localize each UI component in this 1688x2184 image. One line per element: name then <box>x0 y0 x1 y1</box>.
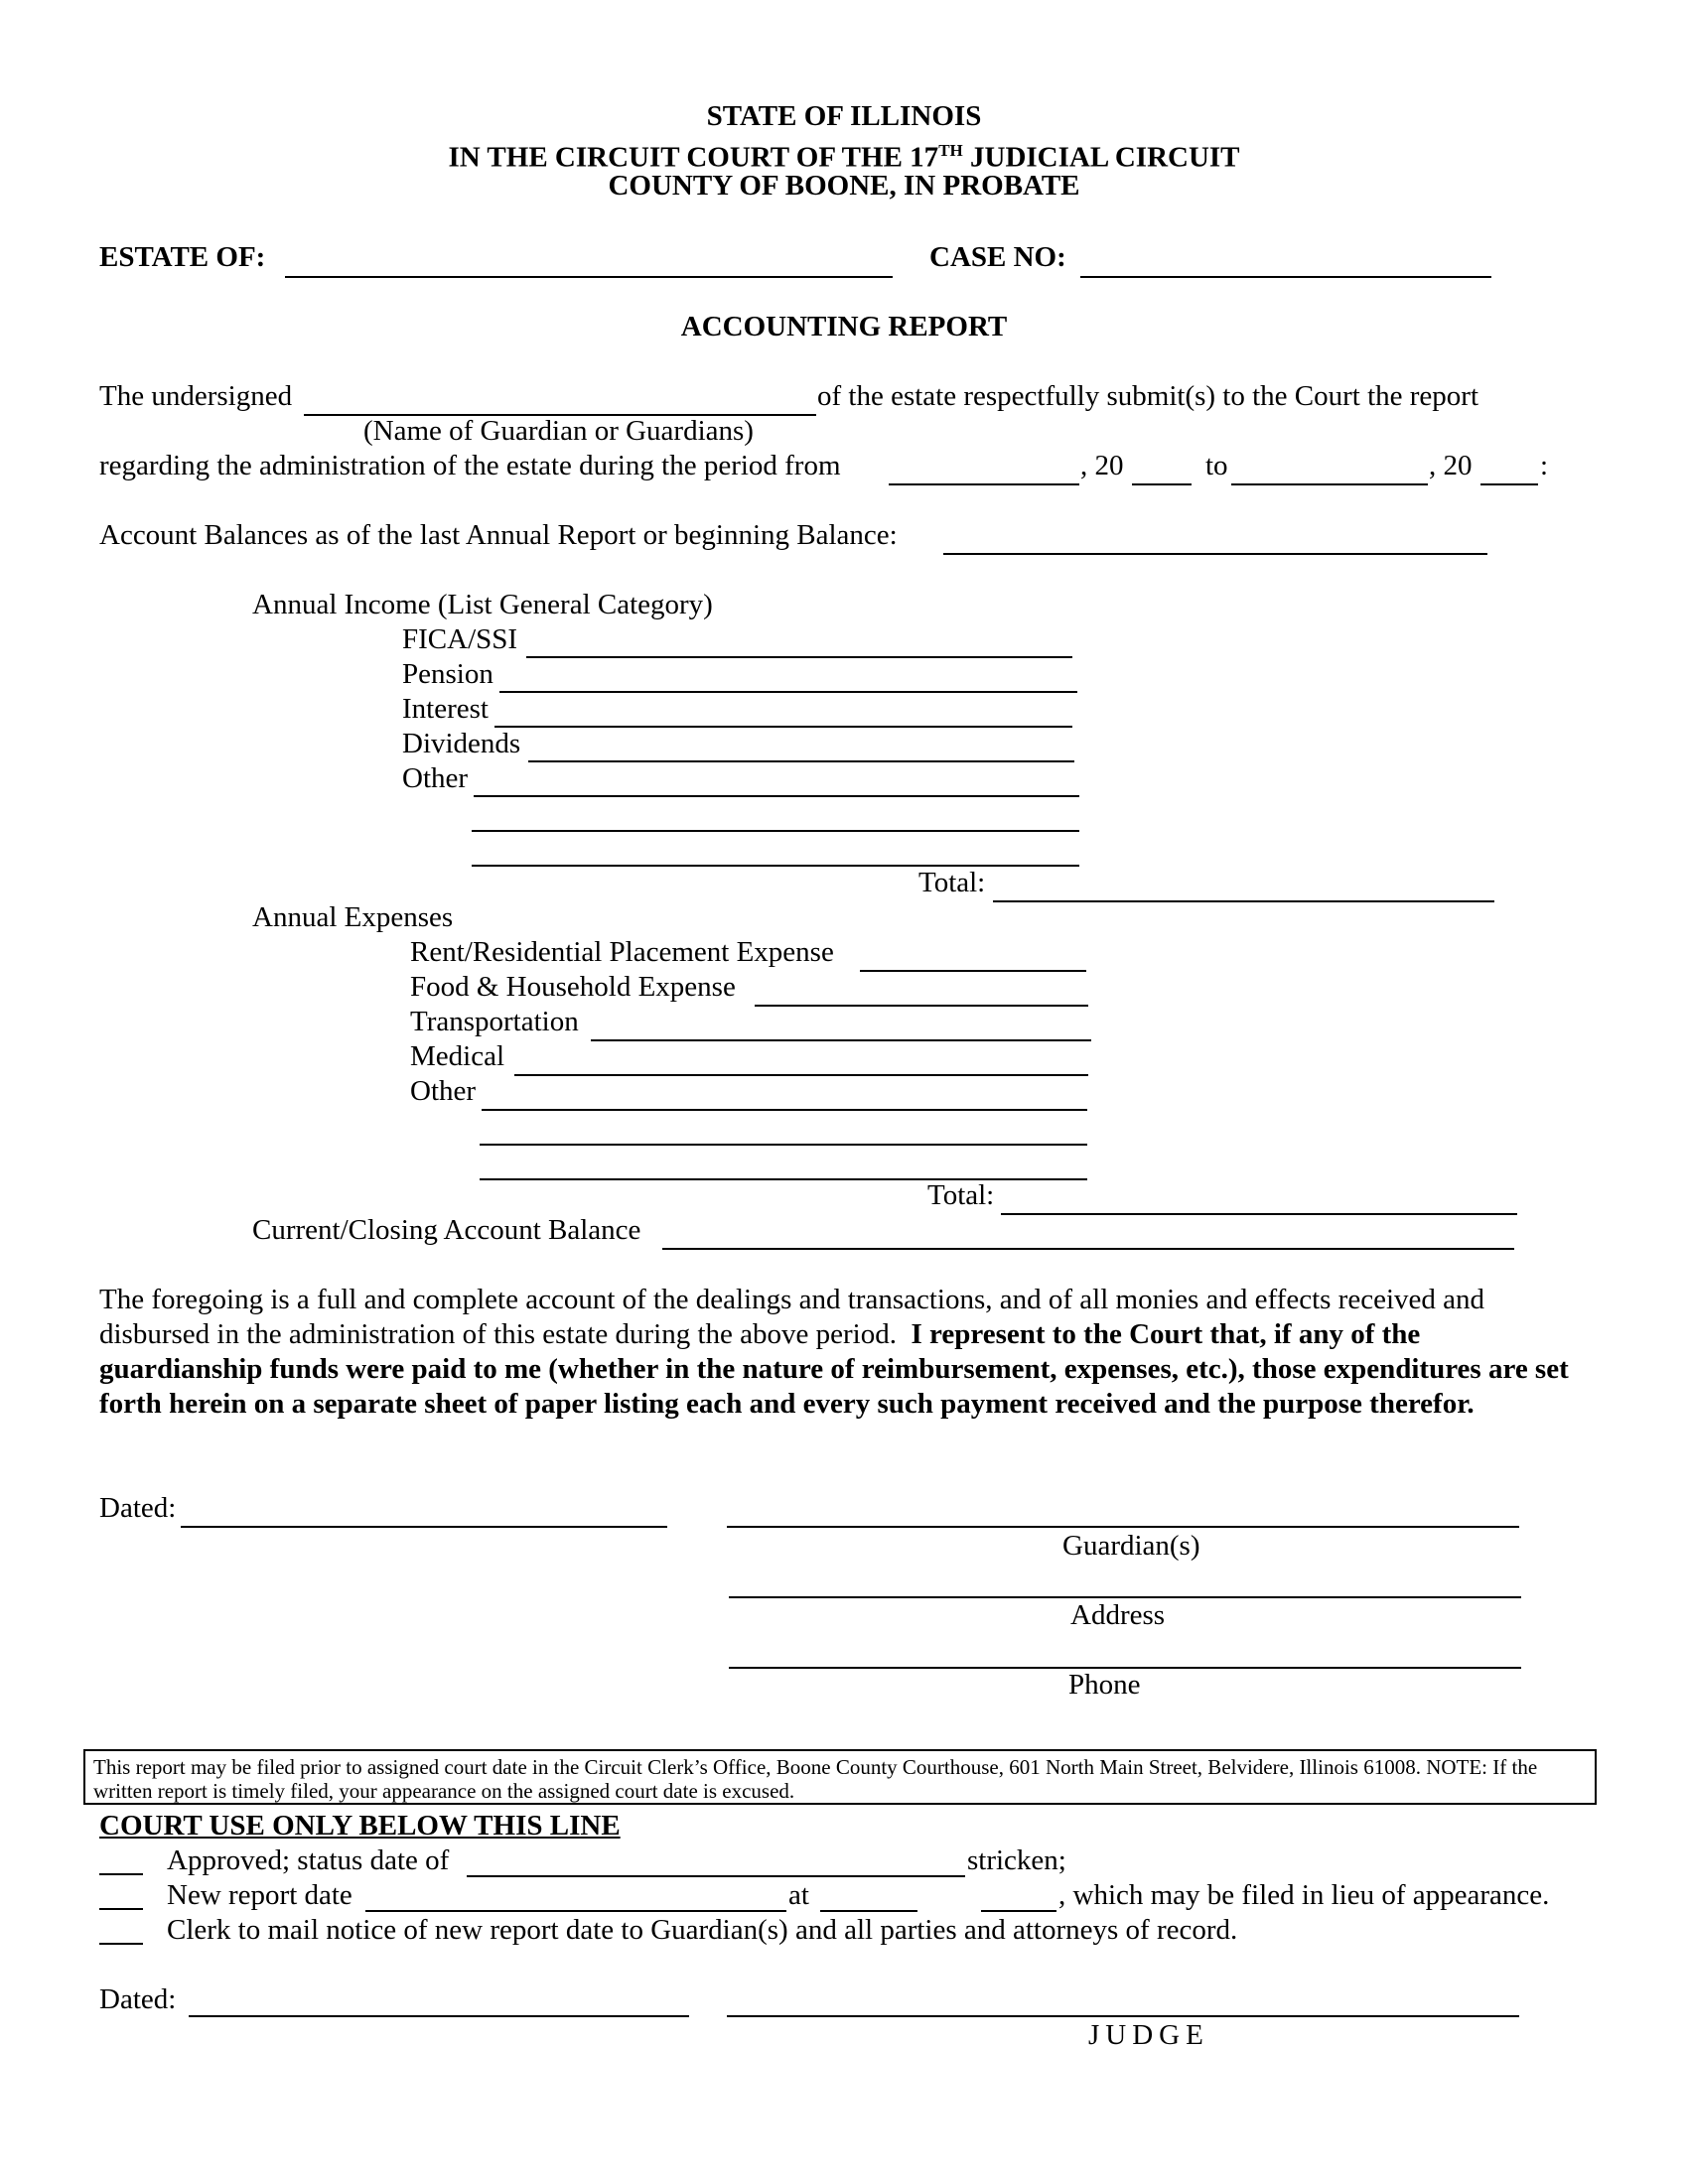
guardian-name-field[interactable] <box>304 380 816 416</box>
court-prefix: IN THE CIRCUIT COURT OF THE 17 <box>448 141 939 174</box>
guardian-signature-caption: Guardian(s) <box>1062 1530 1200 1562</box>
address-caption: Address <box>1070 1599 1166 1631</box>
estate-name-field[interactable] <box>285 242 893 278</box>
income-label-interest: Interest <box>402 693 489 725</box>
income-label-fica: FICA/SSI <box>402 623 518 655</box>
income-fica-field[interactable] <box>526 622 1072 658</box>
expense-other-field-3[interactable] <box>480 1145 1087 1180</box>
new-report-date-field[interactable] <box>365 1876 786 1912</box>
judge-signature-field[interactable] <box>727 1981 1519 2017</box>
new-report-time-field[interactable] <box>820 1876 917 1912</box>
income-total-field[interactable] <box>993 867 1494 902</box>
approved-text: Approved; status date of <box>167 1844 450 1876</box>
statement-bold: I represent to the Court that, if any of the guardianship funds were paid to me (whether in the nature of reimbursement, expenses, etc.), those expenditures are set forth herein on a separate sheet of paper listing each and every such payment received and the purpose therefor. <box>99 1318 1569 1420</box>
clerk-notice-text: Clerk to mail notice of new report date to Guardian(s) and all parties and attorneys of record. <box>167 1914 1238 1946</box>
submit-text: of the estate respectfully submit(s) to the Court the report <box>817 380 1479 412</box>
new-report-text: New report date <box>167 1879 352 1911</box>
expense-label-other: Other <box>410 1075 477 1107</box>
expense-total-field[interactable] <box>1001 1179 1517 1215</box>
new-report-ampm-field[interactable] <box>981 1876 1056 1912</box>
income-label-pension: Pension <box>402 658 493 690</box>
phone-field[interactable] <box>729 1633 1521 1669</box>
expense-label-transportation: Transportation <box>410 1006 579 1037</box>
income-interest-field[interactable] <box>494 692 1072 728</box>
expenses-heading: Annual Expenses <box>252 901 454 933</box>
period-end-date-field[interactable] <box>1231 450 1428 485</box>
phone-caption: Phone <box>1068 1669 1141 1701</box>
expense-label-rent: Rent/Residential Placement Expense <box>410 936 834 968</box>
filing-notice: This report may be filed prior to assigned court date in the Circuit Clerk’s Office, Boone County Courthouse, 601 North Main Street, Belvidere, Illinois 61008. NOTE: If the written report is timely filed, your appearance on the assigned court date is excused. <box>83 1749 1597 1805</box>
address-field[interactable] <box>729 1563 1521 1598</box>
period-end-year-field[interactable] <box>1480 450 1538 485</box>
closing-balance-label: Current/Closing Account Balance <box>252 1214 641 1246</box>
header-county: COUNTY OF BOONE, IN PROBATE <box>608 170 1080 202</box>
period-text: regarding the administration of the estate during the period from <box>99 450 841 481</box>
guardian-caption: (Name of Guardian or Guardians) <box>363 415 754 447</box>
expense-rent-field[interactable] <box>860 936 1086 972</box>
income-heading: Annual Income (List General Category) <box>252 589 713 620</box>
income-pension-field[interactable] <box>499 657 1077 693</box>
year-prefix-start: , 20 <box>1080 450 1124 481</box>
header-state: STATE OF ILLINOIS <box>706 100 982 132</box>
expense-medical-field[interactable] <box>514 1040 1088 1076</box>
estate-label: ESTATE OF: <box>99 241 266 273</box>
expense-total-label: Total: <box>927 1179 995 1211</box>
clerk-checkbox-line[interactable] <box>99 1943 143 1945</box>
income-dividends-field[interactable] <box>528 727 1074 762</box>
court-superscript: TH <box>938 141 963 160</box>
expense-transportation-field[interactable] <box>591 1006 1091 1041</box>
income-label-dividends: Dividends <box>402 728 521 759</box>
period-start-year-field[interactable] <box>1132 450 1192 485</box>
statement-paragraph <box>99 1283 1589 1422</box>
income-other-field-2[interactable] <box>472 796 1079 832</box>
court-dated-field[interactable] <box>189 1981 689 2017</box>
expense-other-field-2[interactable] <box>480 1110 1087 1146</box>
closing-balance-field[interactable] <box>662 1214 1514 1250</box>
status-date-field[interactable] <box>467 1842 965 1877</box>
year-prefix-end: , 20 <box>1429 450 1473 481</box>
approved-checkbox-line[interactable] <box>99 1873 143 1875</box>
case-number-field[interactable] <box>1080 242 1491 278</box>
period-start-date-field[interactable] <box>889 450 1079 485</box>
report-title: ACCOUNTING REPORT <box>680 311 1008 342</box>
beginning-balance-label: Account Balances as of the last Annual Report or beginning Balance: <box>99 519 898 551</box>
expense-label-food: Food & Household Expense <box>410 971 736 1003</box>
new-report-checkbox-line[interactable] <box>99 1908 143 1910</box>
dated-label: Dated: <box>99 1492 177 1524</box>
beginning-balance-field[interactable] <box>943 519 1487 555</box>
expense-other-field[interactable] <box>482 1075 1087 1111</box>
undersigned-text: The undersigned <box>99 380 293 412</box>
judge-caption: JUDGE <box>1088 2019 1209 2051</box>
court-dated-label: Dated: <box>99 1983 177 2015</box>
dated-field[interactable] <box>181 1492 667 1528</box>
income-other-field[interactable] <box>474 761 1079 797</box>
income-label-other: Other <box>402 762 469 794</box>
expense-food-field[interactable] <box>755 971 1088 1007</box>
income-total-label: Total: <box>918 867 986 898</box>
statement-normal: The foregoing is a full and complete account of the dealings and transactions, and of all monies and effects received and disbursed in the administration of this estate during the above period. <box>99 1284 1484 1350</box>
period-colon: : <box>1540 450 1549 481</box>
guardian-signature-field[interactable] <box>727 1492 1519 1528</box>
expense-label-medical: Medical <box>410 1040 505 1072</box>
at-text: at <box>788 1879 809 1911</box>
court-use-heading: COURT USE ONLY BELOW THIS LINE <box>99 1810 621 1842</box>
income-other-field-3[interactable] <box>472 831 1079 867</box>
case-number-label: CASE NO: <box>929 241 1066 273</box>
stricken-text: stricken; <box>967 1844 1066 1876</box>
filed-in-lieu-text: , which may be filed in lieu of appearance. <box>1058 1879 1550 1911</box>
court-suffix: JUDICIAL CIRCUIT <box>962 141 1240 174</box>
to-label: to <box>1205 450 1228 481</box>
